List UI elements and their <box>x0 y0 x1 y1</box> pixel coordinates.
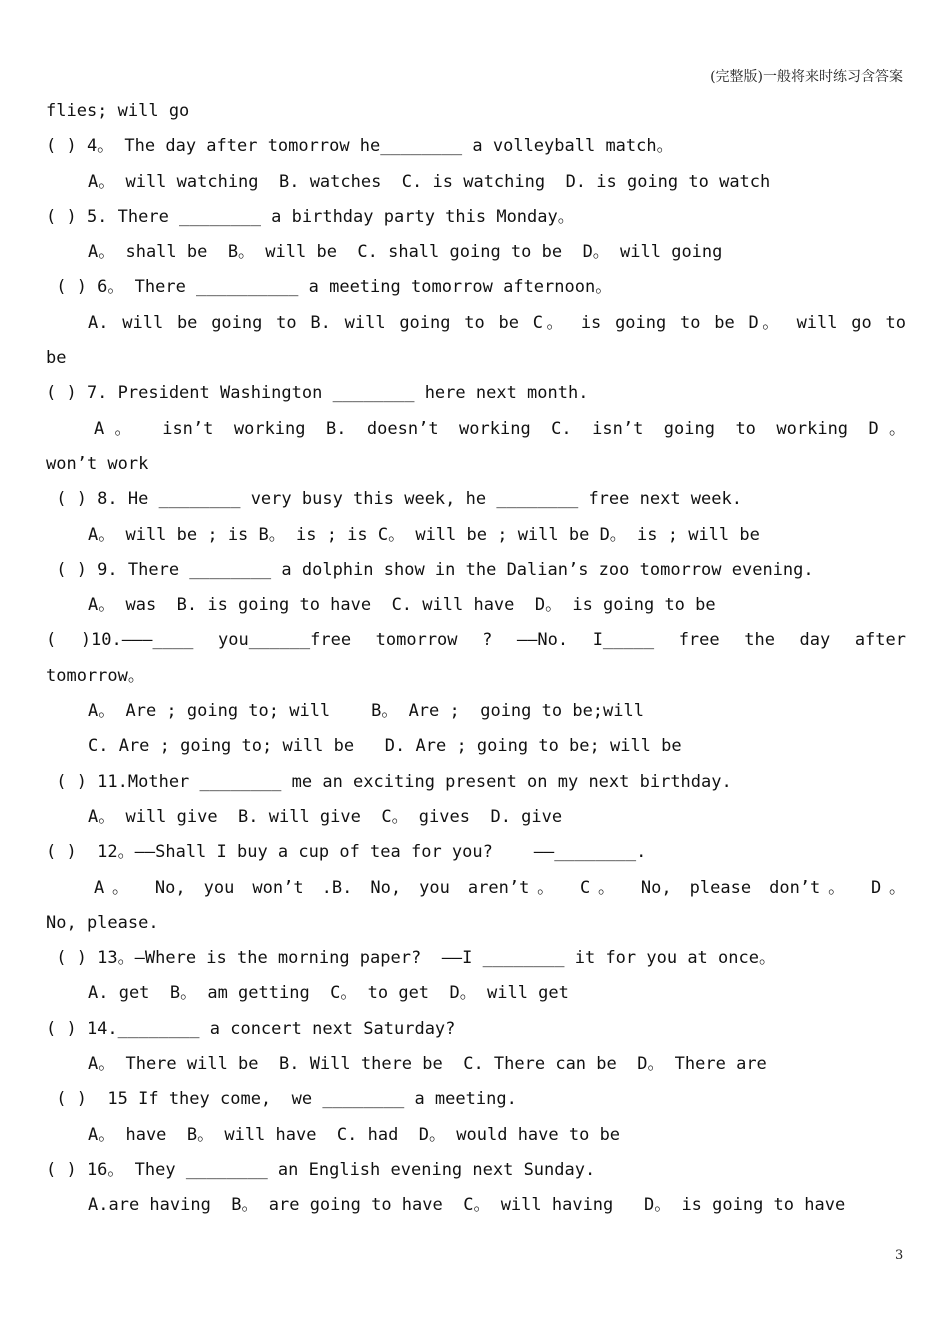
question-7-options-wrap: won’t work <box>46 453 149 474</box>
question-10-options-ab: A。 Are ; going to; will B。 Are ; going to be;will <box>88 701 644 722</box>
question-10-wrap: tomorrow。 <box>46 665 145 686</box>
exercise-body <box>46 94 906 1224</box>
question-11-options: A。 will give B. will give C。 gives D. give <box>88 806 563 827</box>
question-10-options-cd: C. Are ; going to; will be D. Are ; going to be; will be <box>88 736 682 757</box>
page-header: (完整版)一般将来时练习含答案 <box>710 69 903 85</box>
question-5: ( ) 5. There ________ a birthday party this Monday。 <box>46 206 575 227</box>
question-5-options: A。 shall be B。 will be C. shall going to be D。 will going <box>88 242 723 263</box>
question-12-options-wrap: No, please. <box>46 912 159 933</box>
question-14: ( ) 14.________ a concert next Saturday? <box>46 1018 456 1039</box>
question-13-options: A. get B。 am getting C。 to get D。 will get <box>88 983 569 1004</box>
question-9: ( ) 9. There ________ a dolphin show in the Dalian’s zoo tomorrow evening. <box>46 559 814 580</box>
question-12: ( ) 12。——Shall I buy a cup of tea for you? ——________. <box>46 842 647 863</box>
question-13: ( ) 13。—Where is the morning paper? ——I ________ it for you at once。 <box>46 948 776 969</box>
question-8-options: A。 will be ; is B。 is ; is C。 will be ; will be D。 is ; will be <box>88 524 760 545</box>
question-6-options-wrap: be <box>46 348 67 369</box>
question-4-options: A。 will watching B. watches C. is watching D. is going to watch <box>88 171 771 192</box>
answer-continuation: flies; will go <box>46 101 190 121</box>
question-12-options: A。 No, you won’t .B. No, you aren’t。 C。 No, please don’t。 D。 <box>94 877 906 898</box>
question-6-options: A. will be going to B. will going to be C。 is going to be D。 will go to <box>88 312 906 333</box>
question-15: ( ) 15 If they come, we ________ a meeting. <box>46 1089 517 1110</box>
question-7: ( ) 7. President Washington ________ here next month. <box>46 383 589 404</box>
question-16: ( ) 16。 They ________ an English evening next Sunday. <box>46 1159 596 1180</box>
question-11: ( ) 11.Mother ________ me an exciting present on my next birthday. <box>46 771 732 792</box>
question-8: ( ) 8. He ________ very busy this week, he ________ free next week. <box>46 489 742 510</box>
question-9-options: A。 was B. is going to have C. will have D。 is going to be <box>88 595 716 616</box>
question-16-options: A.are having B。 are going to have C。 will having D。 is going to have <box>88 1195 846 1216</box>
question-15-options: A。 have B。 will have C. had D。 would have to be <box>88 1124 621 1145</box>
question-6: ( ) 6。 There __________ a meeting tomorrow afternoon。 <box>46 277 613 298</box>
question-7-options: A。 isn’t working B. doesn’t working C. isn’t going to working D。 <box>94 418 906 439</box>
question-14-options: A。 There will be B. Will there be C. There can be D。 There are <box>88 1054 767 1075</box>
question-10: ( )10.———____ you______free tomorrow ? ——No. I_____ free the day after <box>46 630 906 651</box>
question-4: ( ) 4。 The day after tomorrow he________ a volleyball match。 <box>46 136 674 157</box>
page-number: 3 <box>895 1248 904 1263</box>
